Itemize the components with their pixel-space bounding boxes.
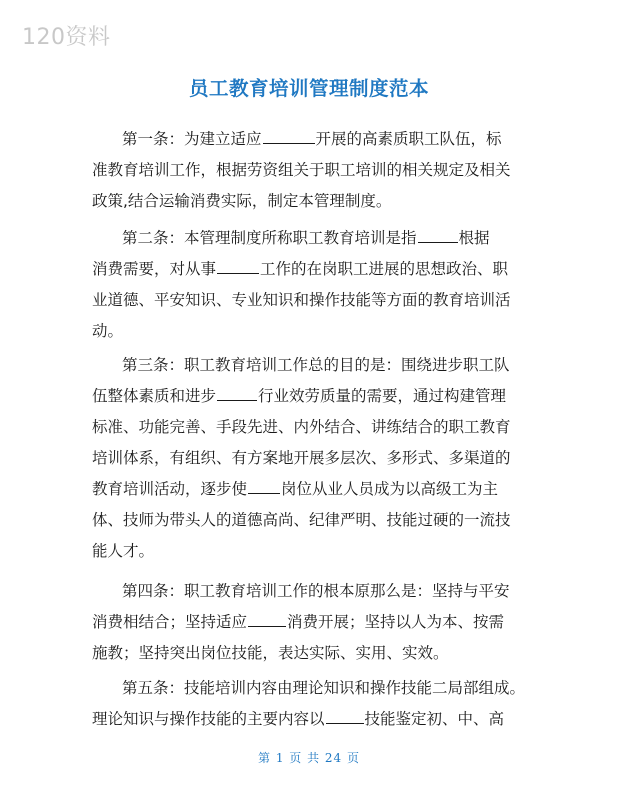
text-segment: 根据 [458, 229, 490, 247]
text-segment: 施教；坚持突出岗位技能，表达实际、实用、实效。 [92, 644, 449, 662]
text-segment: 第三条：职工教育培训工作总的目的是：围绕进步职工队 [122, 356, 510, 374]
paragraph-line [92, 316, 532, 347]
paragraph-line [92, 607, 532, 638]
article-4 [92, 576, 532, 669]
fill-in-blank [217, 259, 259, 274]
text-segment: 消费需要，对从事 [92, 260, 217, 278]
paragraph-line [92, 505, 532, 536]
text-segment: 业道德、平安知识、专业知识和操作技能等方面的教育培训活 [92, 291, 511, 309]
paragraph-line [92, 223, 532, 254]
text-segment: 第五条：技能培训内容由理论知识和操作技能二局部组成。 [122, 679, 526, 697]
article-5 [92, 673, 532, 735]
paragraph-line [92, 124, 532, 155]
paragraph-line [92, 704, 532, 735]
text-segment: 第一条：为建立适应 [122, 130, 262, 148]
fill-in-blank [263, 129, 315, 144]
paragraph-line [92, 443, 532, 474]
text-segment: 政策,结合运输消费实际，制定本管理制度。 [92, 192, 392, 210]
text-segment: 能人才。 [92, 542, 155, 560]
text-segment: 消费相结合；坚持适应 [92, 613, 248, 631]
paragraph-line [92, 638, 532, 669]
watermark: 120资料 [22, 25, 111, 50]
fill-in-blank [217, 386, 257, 401]
text-segment: 行业效劳质量的需要，通过构建管理 [258, 387, 507, 405]
article-3 [92, 350, 532, 567]
fill-in-blank [248, 612, 286, 627]
paragraph-line [92, 254, 532, 285]
text-segment: 伍整体素质和进步 [92, 387, 217, 405]
paragraph-line [92, 186, 532, 217]
paragraph-line [92, 350, 532, 381]
fill-in-blank [248, 479, 280, 494]
text-segment: 理论知识与操作技能的主要内容以 [92, 710, 325, 728]
text-segment: 教育培训活动，逐步使 [92, 480, 248, 498]
text-segment: 第二条：本管理制度所称职工教育培训是指 [122, 229, 417, 247]
text-segment: 技能鉴定初、中、高 [364, 710, 505, 728]
text-segment: 准教育培训工作，根据劳资组关于职工培训的相关规定及相关 [92, 161, 511, 179]
text-segment: 岗位从业人员成为以高级工为主 [281, 480, 499, 498]
article-2 [92, 223, 532, 347]
paragraph-line [92, 381, 532, 412]
document-title: 员工教育培训管理制度范本 [188, 77, 429, 100]
paragraph-line [92, 474, 532, 505]
fill-in-blank [326, 709, 364, 724]
paragraph-line [92, 576, 532, 607]
text-segment: 开展的高素质职工队伍，标 [315, 130, 502, 148]
text-segment: 消费开展；坚持以人为本、按需 [287, 613, 505, 631]
text-segment: 标准、功能完善、手段先进、内外结合、讲练结合的职工教育 [92, 418, 511, 436]
paragraph-line [92, 536, 532, 567]
fill-in-blank [418, 228, 458, 243]
article-1 [92, 124, 532, 217]
text-segment: 工作的在岗职工进展的思想政治、职 [260, 260, 509, 278]
text-segment: 动。 [92, 322, 124, 340]
text-segment: 体、技师为带头人的道德高尚、纪律严明、技能过硬的一流技 [92, 511, 511, 529]
paragraph-line [92, 155, 532, 186]
paragraph-line [92, 673, 532, 704]
paragraph-line [92, 285, 532, 316]
text-segment: 培训体系，有组织、有方案地开展多层次、多形式、多渠道的 [92, 449, 511, 467]
page-footer: 第 1 页 共 24 页 [258, 751, 360, 765]
paragraph-line [92, 412, 532, 443]
text-segment: 第四条：职工教育培训工作的根本原那么是：坚持与平安 [122, 582, 510, 600]
